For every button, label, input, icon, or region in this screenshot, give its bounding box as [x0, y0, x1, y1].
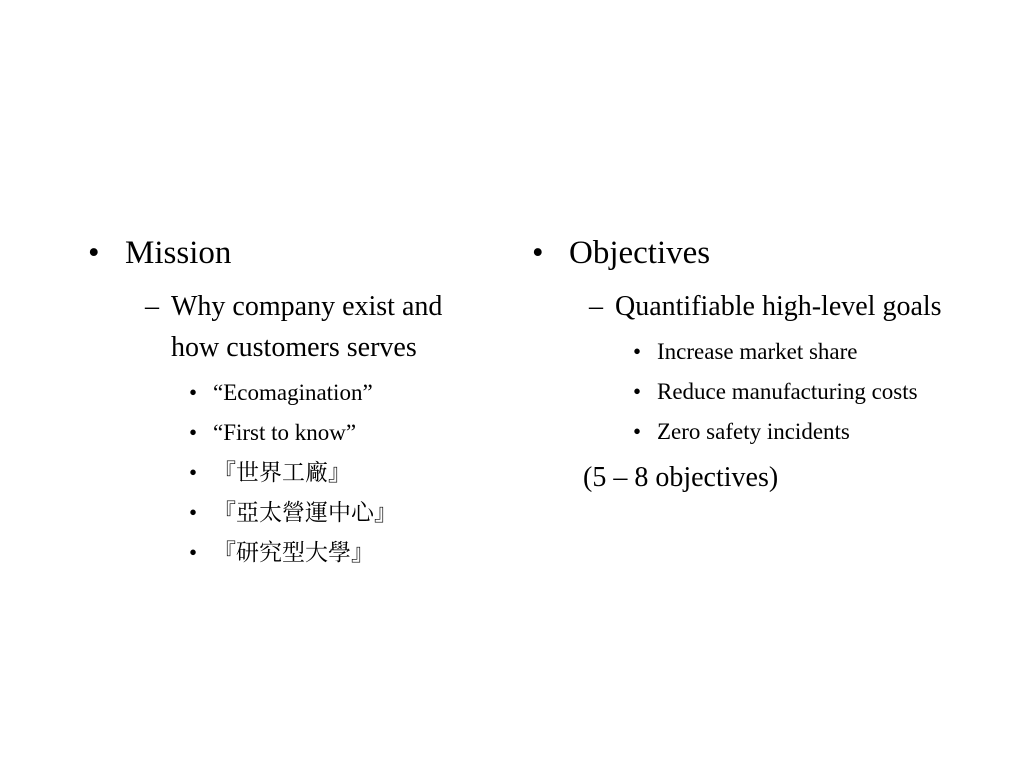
list-item: [88, 416, 488, 450]
list-item: [88, 536, 488, 570]
list-item-text: 『亞太營運中心』: [213, 500, 397, 525]
bullet-icon: •: [189, 500, 198, 525]
objectives-subpoint-text: Quantifiable high-level goals: [615, 291, 942, 322]
right-column: [532, 232, 962, 498]
bullet-icon: •: [189, 460, 198, 485]
list-item: [532, 375, 962, 409]
list-item-text: “Ecomagination”: [213, 380, 373, 405]
list-item: [532, 335, 962, 369]
list-item-text: Increase market share: [657, 339, 858, 364]
bullet-icon: •: [189, 380, 198, 405]
dash-icon: –: [145, 291, 159, 322]
list-item-text: 『研究型大學』: [213, 540, 374, 565]
objectives-subpoint: [532, 286, 962, 327]
mission-subpoint-text: Why company exist and how customers serves: [171, 291, 443, 363]
bullet-icon: •: [532, 235, 544, 271]
list-item-text: 『世界工廠』: [213, 460, 351, 485]
bullet-icon: •: [633, 419, 642, 444]
list-item-text: Zero safety incidents: [657, 419, 850, 444]
mission-subpoint: [88, 286, 488, 368]
bullet-icon: •: [633, 339, 642, 364]
list-item-text: “First to know”: [213, 420, 357, 445]
bullet-icon: •: [633, 379, 642, 404]
list-item: [88, 496, 488, 530]
left-column: [88, 232, 488, 576]
mission-heading-item: [88, 232, 488, 274]
bullet-icon: •: [189, 540, 198, 565]
bullet-icon: •: [189, 420, 198, 445]
mission-heading: Mission: [125, 235, 232, 271]
dash-icon: –: [589, 291, 603, 322]
list-item: [88, 456, 488, 490]
list-item: [88, 376, 488, 410]
objectives-heading: Objectives: [569, 235, 711, 271]
bullet-icon: •: [88, 235, 100, 271]
list-item: [532, 415, 962, 449]
objectives-heading-item: [532, 232, 962, 274]
objectives-count-note: (5 – 8 objectives): [583, 462, 779, 493]
list-item-text: Reduce manufacturing costs: [657, 379, 918, 404]
